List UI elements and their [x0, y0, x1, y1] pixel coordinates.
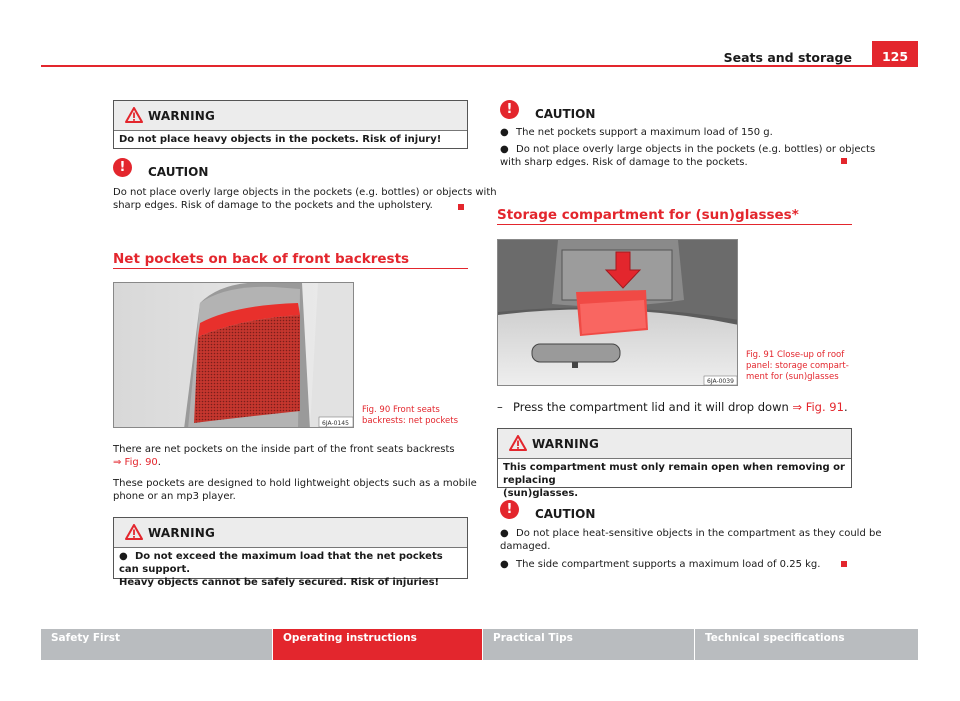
caution-text-line1: Do not place overly large objects in the pockets (e.g. bottles) or objects with — [113, 187, 497, 198]
warning-triangle-icon — [125, 107, 143, 123]
warning-header — [114, 518, 467, 548]
caution-bullet-heat: ● Do not place heat-sensitive objects in the compartment as they could be — [500, 528, 882, 539]
footer-tab-operating-instructions[interactable]: Operating instructions — [273, 629, 482, 660]
paragraph-net-pockets-line2: ⇒ Fig. 90. — [113, 457, 161, 468]
section-rule — [113, 268, 468, 269]
figure-91-caption-line1: Fig. 91 Close-up of roof — [746, 350, 845, 360]
warning-header — [114, 101, 467, 131]
caution-bullet-2-cont: with sharp edges. Risk of damage to the pockets. — [500, 157, 748, 168]
end-marker — [841, 561, 847, 567]
warning-title: WARNING — [148, 108, 216, 123]
caution-heading-right-bottom — [500, 501, 596, 521]
caution-bullet-heat-cont: damaged. — [500, 541, 551, 552]
footer-tab-technical-specifications[interactable]: Technical specifications — [695, 629, 918, 660]
bullet: ● — [119, 551, 128, 562]
warning-text: This compartment must only remain open when removing or replacing (sun)glasses. — [503, 462, 845, 499]
warning-box-max-load — [113, 517, 468, 588]
warning-box-heavy-objects — [113, 100, 468, 149]
warning-text: Do not place heavy objects in the pockets. Risk of injury! — [119, 134, 442, 145]
warning-triangle-icon — [125, 524, 143, 540]
caution-icon: ! — [113, 158, 132, 177]
figure-90-image — [113, 282, 354, 428]
paragraph-purpose-line1: These pockets are designed to hold lightweight objects such as a mobile — [113, 478, 477, 489]
section-title-net-pockets: Net pockets on back of front backrests — [113, 251, 410, 267]
figure-code: 6JA-0145 — [322, 420, 349, 427]
section-title-sunglasses: Storage compartment for (sun)glasses* — [497, 207, 799, 223]
warning-title: WARNING — [532, 436, 600, 451]
caution-title: CAUTION — [535, 507, 596, 521]
caution-heading-left — [113, 159, 209, 179]
warning-title: WARNING — [148, 525, 216, 540]
caution-icon: ! — [500, 500, 519, 519]
figure-91-caption-line3: ment for (sun)glasses — [746, 372, 839, 382]
figure-91-caption-line2: panel: storage compart- — [746, 361, 849, 371]
warning-triangle-icon — [509, 435, 527, 451]
caution-title: CAUTION — [148, 165, 209, 179]
footer-tab-safety-first[interactable]: Safety First — [41, 629, 272, 660]
roof-panel-illustration — [498, 240, 738, 386]
section-rule — [497, 224, 852, 225]
page-number: 125 — [872, 41, 918, 66]
caution-text-line2: sharp edges. Risk of damage to the pockets and the upholstery. — [113, 200, 433, 211]
figure-90-caption-line1: Fig. 90 Front seats — [362, 405, 440, 415]
end-marker — [841, 158, 847, 164]
header-rule — [41, 65, 918, 67]
warning-header — [498, 429, 851, 459]
instruction-step: – Press the compartment lid and it will drop down ⇒ Fig. 91. — [497, 400, 848, 414]
paragraph-net-pockets-line1: There are net pockets on the inside part of the front seats backrests — [113, 444, 455, 455]
figure-code: 6JA-0039 — [707, 378, 734, 385]
caution-title: CAUTION — [535, 107, 596, 121]
figure-91-link[interactable]: ⇒ Fig. 91 — [792, 400, 844, 414]
caution-bullet-2: ● Do not place overly large objects in the pockets (e.g. bottles) or objects — [500, 144, 876, 155]
warning-text: ● Do not exceed the maximum load that the net pockets can support. Heavy objects cannot be safely secured. Risk of injuries! — [119, 551, 443, 588]
end-marker — [458, 204, 464, 210]
running-header-title: Seats and storage — [723, 50, 852, 65]
footer-tab-practical-tips[interactable]: Practical Tips — [483, 629, 694, 660]
warning-box-compartment — [497, 428, 852, 499]
caution-bullet-load: ● The side compartment supports a maximum load of 0.25 kg. — [500, 559, 821, 570]
figure-90-caption-line2: backrests: net pockets — [362, 416, 459, 426]
figure-90-link[interactable]: ⇒ Fig. 90 — [113, 457, 158, 468]
caution-heading-right-top — [500, 101, 596, 121]
caution-icon: ! — [500, 100, 519, 119]
paragraph-purpose-line2: phone or an mp3 player. — [113, 491, 236, 502]
caution-bullet-1: ● The net pockets support a maximum load of 150 g. — [500, 127, 773, 138]
step-dash: – — [497, 400, 503, 414]
seat-backrest-illustration — [114, 283, 354, 428]
figure-91-image — [497, 239, 738, 386]
